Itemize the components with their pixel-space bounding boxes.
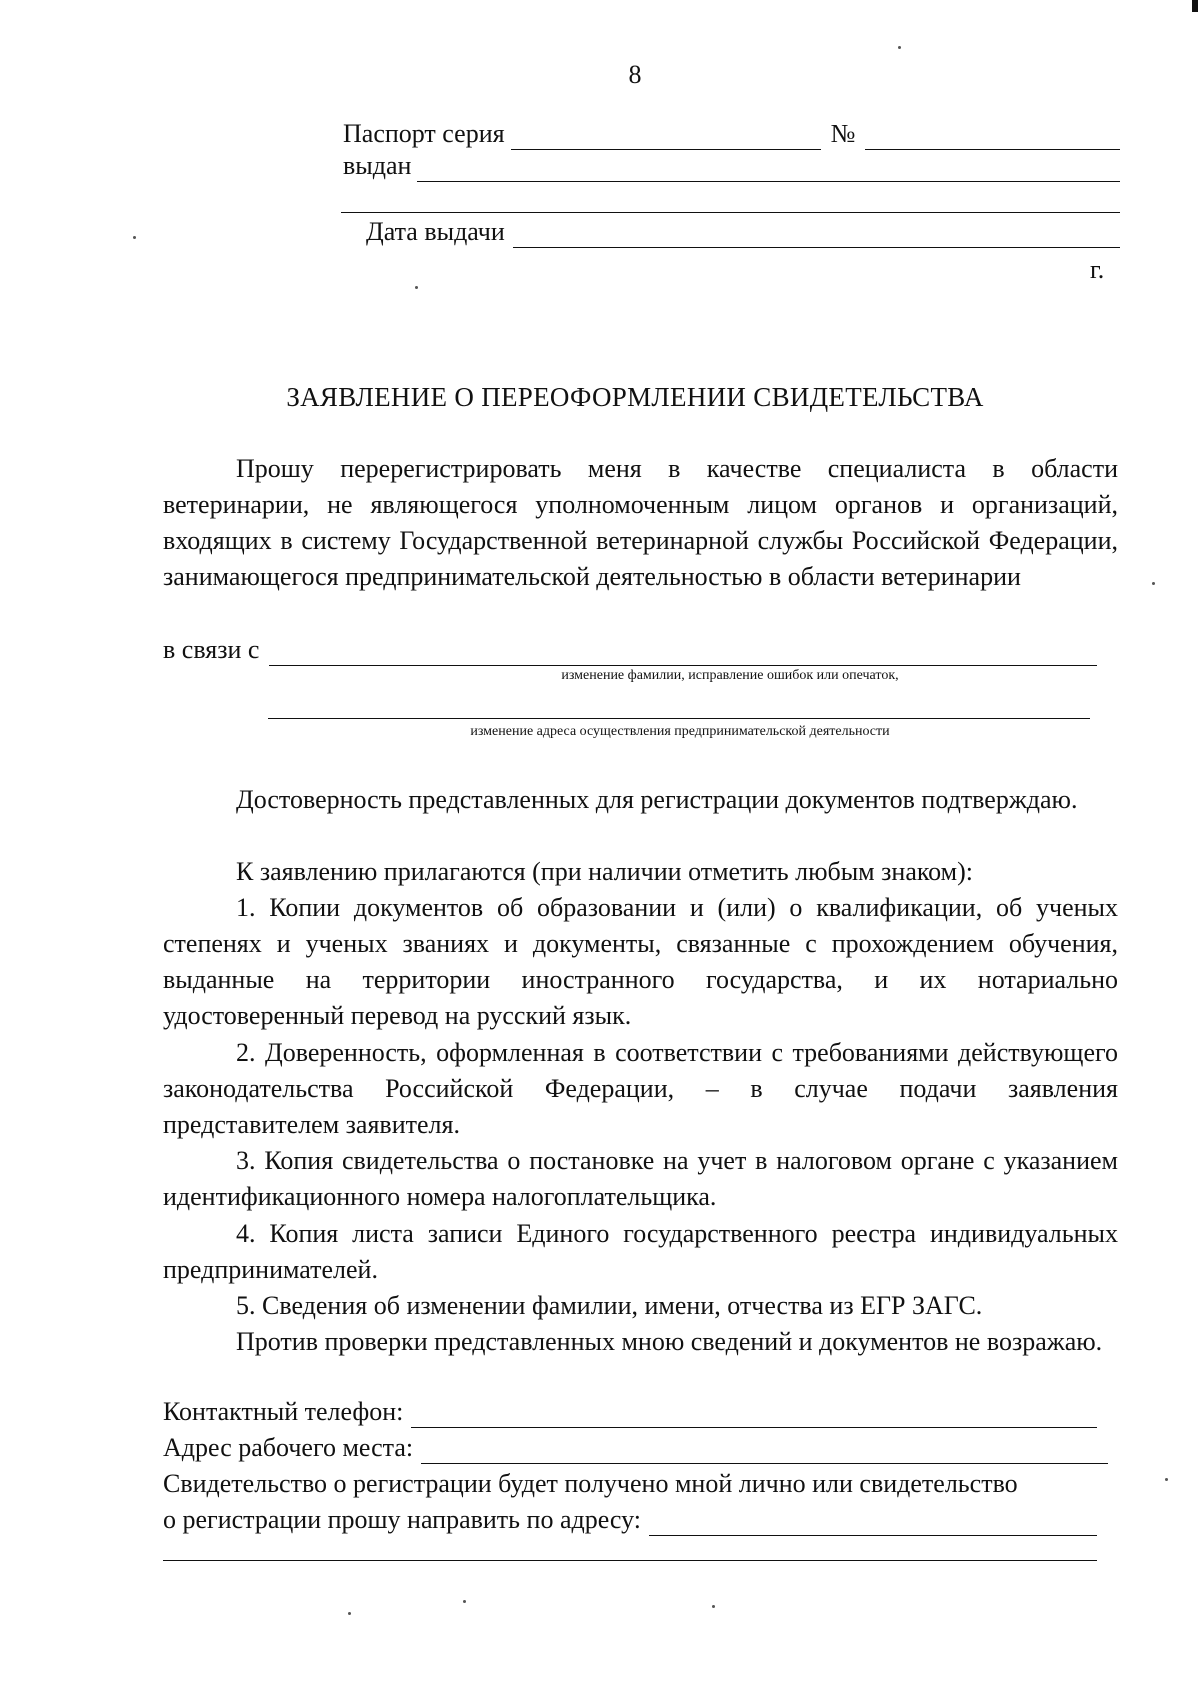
issue-date-field[interactable]	[513, 219, 1120, 248]
scan-speck	[348, 1612, 351, 1615]
delivery-text: Свидетельство о регистрации будет получено мной лично или свидетельство	[163, 1469, 1018, 1498]
delivery-row-1	[163, 1468, 1118, 1500]
attachments-intro: К заявлению прилагаются (при наличии отметить любым знаком):	[236, 857, 974, 886]
scan-speck	[1152, 582, 1155, 585]
page-number: 8	[628, 60, 642, 89]
document-title: ЗАЯВЛЕНИЕ О ПЕРЕОФОРМЛЕНИИ СВИДЕТЕЛЬСТВА	[286, 382, 984, 412]
request-paragraph: Прошу перерегистрировать меня в качестве специалиста в области ветеринарии, не являющегося уполномоченным лицом органов и организаций, входящих в систему Государственной ветеринарной службы Российской Федерации, занимающегося предпринимательской деятельностью в области ветеринарии	[163, 454, 1118, 591]
no-objection-paragraph: Против проверки представленных мною сведений и документов не возражаю.	[236, 1327, 1103, 1356]
contact-phone-label: Контактный телефон:	[163, 1397, 404, 1426]
work-address-label: Адрес рабочего места:	[163, 1433, 414, 1462]
issued-by-field-continued[interactable]	[341, 212, 1120, 213]
scan-speck	[898, 46, 901, 49]
confirm-paragraph: Достоверность представленных для регистрации документов подтверждаю.	[236, 785, 1078, 814]
passport-series-label: Паспорт серия	[343, 119, 505, 148]
delivery-row-2	[163, 1504, 1097, 1536]
issue-date-row	[366, 216, 1120, 248]
issued-by-field[interactable]	[417, 153, 1120, 182]
scan-speck	[1165, 1478, 1168, 1481]
passport-series-field[interactable]	[511, 121, 821, 150]
delivery-text-2: о регистрации прошу направить по адресу:	[163, 1505, 641, 1534]
issued-by-row	[343, 150, 1120, 182]
scan-speck	[712, 1605, 715, 1608]
attachment-item-4: 4. Копия листа записи Единого государственного реестра индивидуальных предпринимателей.	[163, 1219, 1118, 1284]
passport-row	[343, 118, 1120, 150]
delivery-address-field-continued[interactable]	[163, 1560, 1097, 1561]
year-suffix-row	[1090, 254, 1130, 286]
attachment-item-3: 3. Копия свидетельства о постановке на учет в налоговом органе с указанием идентификационного номера налогоплательщика.	[163, 1146, 1118, 1211]
number-sign: №	[830, 119, 856, 148]
scan-speck	[133, 236, 136, 239]
scan-edge-mark	[1192, 0, 1198, 12]
reason-field[interactable]	[269, 637, 1097, 666]
attachment-item-1: 1. Копии документов об образовании и (или) о квалификации, об ученых степенях и ученых званиях и документы, связанные с прохождением обучения, выданные на территории иностранного государства, и их нотариально удостоверенный перевод на русский язык.	[163, 893, 1118, 1030]
reason-caption-1: изменение фамилии, исправление ошибок или опечаток,	[561, 668, 899, 683]
issue-date-label: Дата выдачи	[366, 217, 505, 246]
attachment-item-2: 2. Доверенность, оформленная в соответствии с требованиями действующего законодательства Российской Федерации, – в случае подачи заявления представителем заявителя.	[163, 1038, 1118, 1139]
contact-phone-field[interactable]	[411, 1399, 1097, 1428]
scan-speck	[415, 286, 418, 289]
reason-row	[163, 634, 1097, 666]
work-address-row	[163, 1432, 1108, 1464]
reason-caption-2: изменение адреса осуществления предпринимательской деятельности	[470, 724, 890, 739]
issued-by-label: выдан	[343, 151, 412, 180]
reason-label: в связи с	[163, 635, 260, 664]
year-suffix: г.	[1090, 255, 1105, 284]
contact-phone-row	[163, 1396, 1097, 1428]
attachment-item-5: 5. Сведения об изменении фамилии, имени, отчества из ЕГР ЗАГС.	[236, 1291, 983, 1320]
passport-number-field[interactable]	[865, 121, 1120, 150]
work-address-field[interactable]	[421, 1435, 1108, 1464]
scan-speck	[463, 1600, 466, 1603]
reason-field-2[interactable]	[268, 718, 1090, 719]
delivery-address-field[interactable]	[649, 1507, 1097, 1536]
